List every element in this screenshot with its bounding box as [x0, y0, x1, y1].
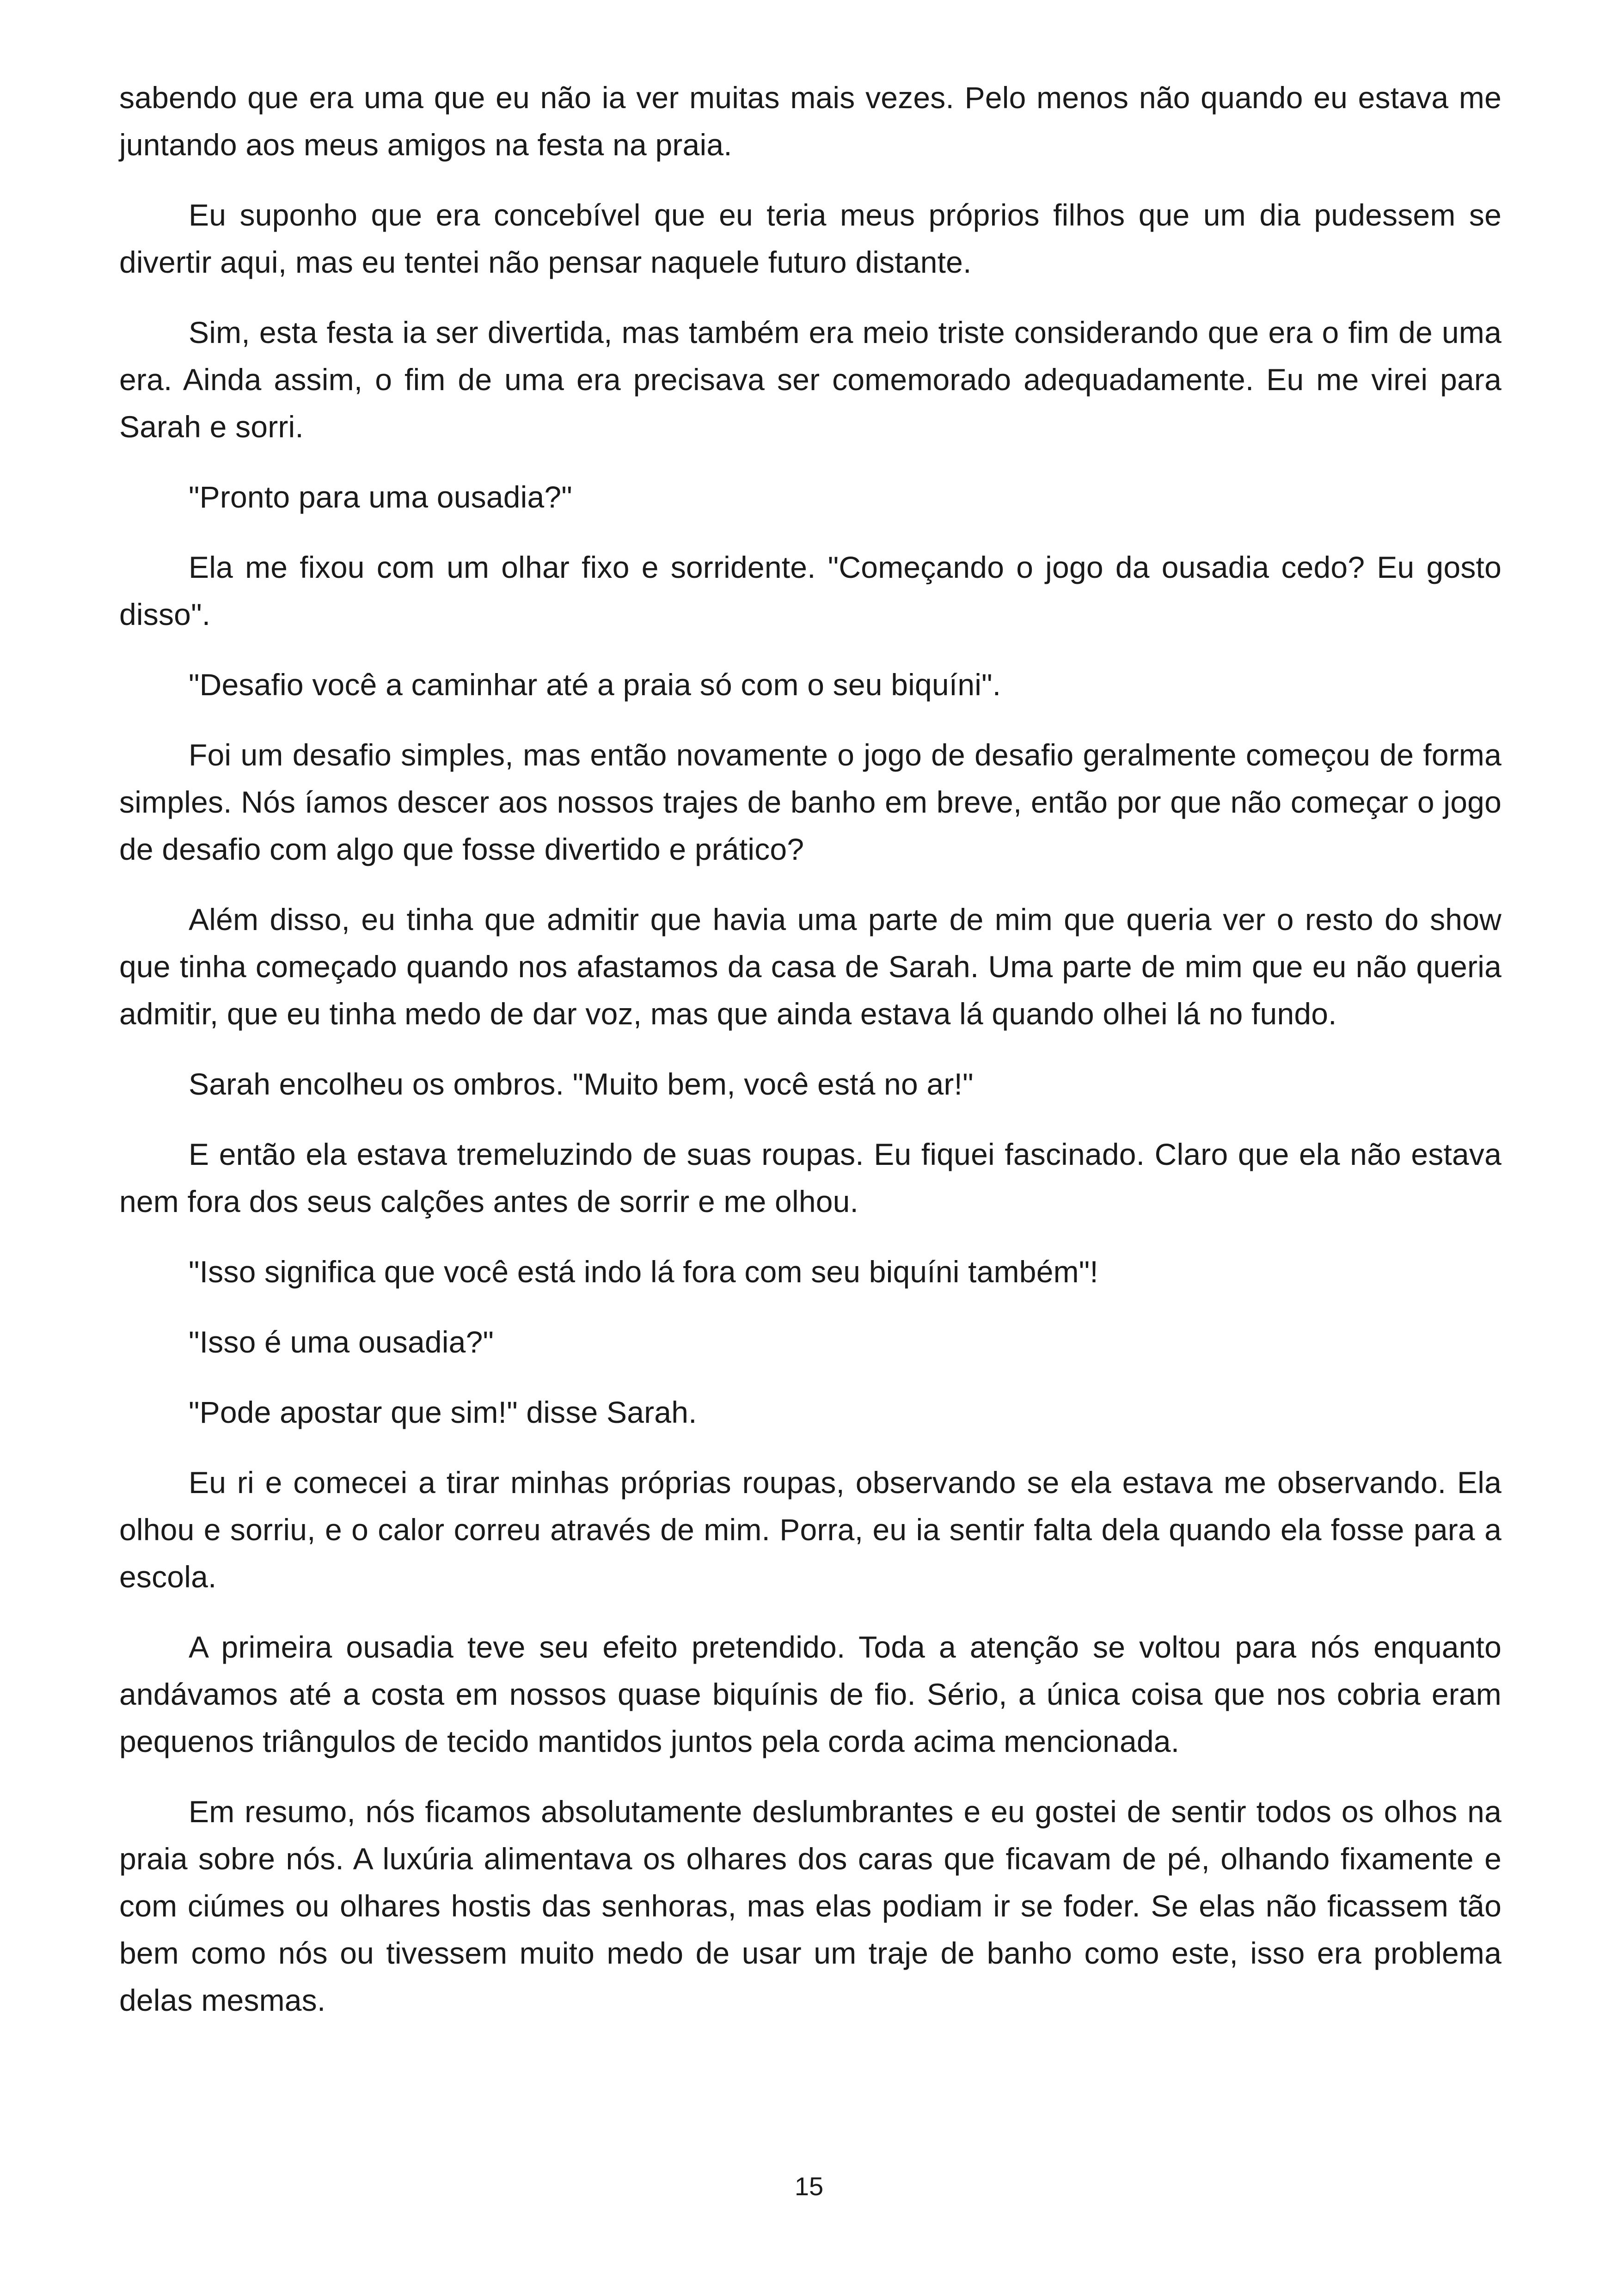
text-body [119, 74, 1502, 2047]
paragraph: "Pronto para uma ousadia?" [189, 480, 572, 514]
paragraph: Além disso, eu tinha que admitir que havia uma parte de mim que queria ver o resto do show que tinha começado quando nos afastamos da casa de Sarah. Uma parte de mim que eu não queria admitir, que eu tinha medo de dar voz, mas que ainda estava lá quando olhei lá no fundo. [119, 902, 1502, 1031]
paragraph: Em resumo, nós ficamos absolutamente deslumbrantes e eu gostei de sentir todos os olhos na praia sobre nós. A luxúria alimentava os olhares dos caras que ficavam de pé, olhando fixamente e com ciúmes ou olhares hostis das senhoras, mas elas podiam ir se foder. Se elas não ficassem tão bem como nós ou tivessem muito medo de usar um traje de banho como este, isso era problema delas mesmas. [119, 1794, 1502, 2017]
paragraph: "Isso significa que você está indo lá fora com seu biquíni também"! [189, 1255, 1098, 1289]
paragraph: "Desafio você a caminhar até a praia só com o seu biquíni". [189, 667, 1001, 702]
page-number: 15 [794, 2172, 824, 2201]
paragraph: E então ela estava tremeluzindo de suas roupas. Eu fiquei fascinado. Claro que ela não estava nem fora dos seus calções antes de sorrir e me olhou. [119, 1137, 1502, 1218]
paragraph: Eu suponho que era concebível que eu teria meus próprios filhos que um dia pudessem se divertir aqui, mas eu tentei não pensar naquele futuro distante. [119, 198, 1502, 279]
paragraph: Foi um desafio simples, mas então novamente o jogo de desafio geralmente começou de forma simples. Nós íamos descer aos nossos trajes de banho em breve, então por que não começar o jogo de desafio com algo que fosse divertido e prático? [119, 738, 1502, 866]
paragraph: Sarah encolheu os ombros. "Muito bem, você está no ar!" [189, 1067, 974, 1101]
paragraph: Eu ri e comecei a tirar minhas próprias roupas, observando se ela estava me observando. Ela olhou e sorriu, e o calor correu através de mim. Porra, eu ia sentir falta dela quando ela fosse para a escola. [119, 1465, 1502, 1594]
paragraph: "Isso é uma ousadia?" [189, 1325, 494, 1359]
paragraph: A primeira ousadia teve seu efeito pretendido. Toda a atenção se voltou para nós enquanto andávamos até a costa em nossos quase biquínis de fio. Sério, a única coisa que nos cobria eram pequenos triângulos de tecido mantidos juntos pela corda acima mencionada. [119, 1630, 1502, 1758]
paragraph: sabendo que era uma que eu não ia ver muitas mais vezes. Pelo menos não quando eu estava me juntando aos meus amigos na festa na praia. [119, 80, 1502, 162]
paragraph: Sim, esta festa ia ser divertida, mas também era meio triste considerando que era o fim de uma era. Ainda assim, o fim de uma era precisava ser comemorado adequadamente. Eu me virei para Sarah e sorri. [119, 315, 1502, 444]
paragraph: "Pode apostar que sim!" disse Sarah. [189, 1395, 697, 1429]
paragraph: Ela me fixou com um olhar fixo e sorridente. "Começando o jogo da ousadia cedo? Eu gosto disso". [119, 550, 1502, 631]
